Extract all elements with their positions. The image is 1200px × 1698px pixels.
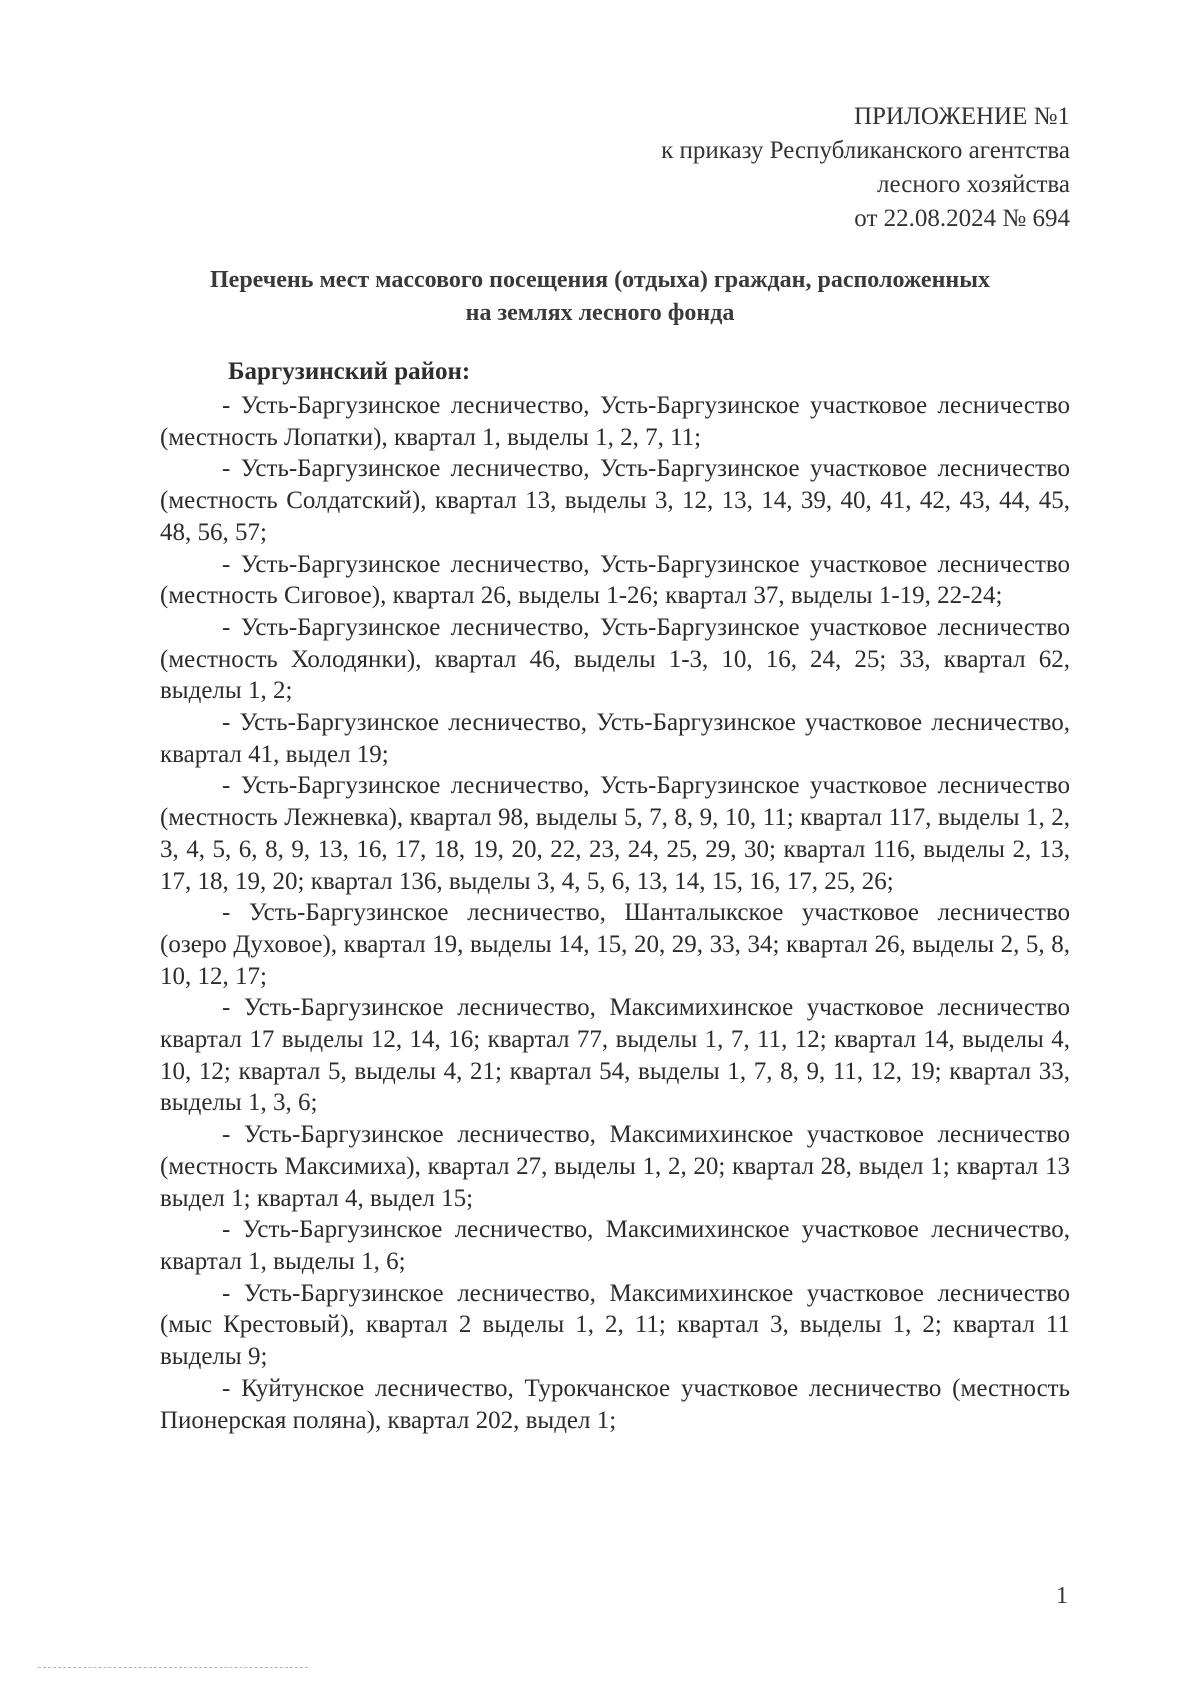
list-item: - Усть-Баргузинское лесничество, Усть-Баргузинское участковое лесничество (местность Лежневка), квартал 98, выделы 5, 7, 8, 9, 10, 11; квартал 117, выделы 1, 2, 3, 4, 5, 6, 8, 9, 13, 16, 17, 18, 19, 20, 22, 23, 24, 25, 29, 30; квартал 116, выделы 2, 13, 17, 18, 19, 20; квартал 136, выделы 3, 4, 5, 6, 13, 14, 15, 16, 17, 25, 26;: [160, 772, 1070, 895]
list-item: - Усть-Баргузинское лесничество, Усть-Баргузинское участковое лесничество (местность Лопатки), квартал 1, выделы 1, 2, 7, 11;: [160, 392, 1070, 451]
order-reference-line: к приказу Республиканского агентства: [661, 137, 1070, 164]
page-number: 1: [1056, 1583, 1068, 1609]
list-item: - Усть-Баргузинское лесничество, Усть-Баргузинское участковое лесничество (местность Солдатский), квартал 13, выделы 3, 12, 13, 14, 39, 40, 41, 42, 43, 44, 45, 48, 56, 57;: [160, 455, 1070, 546]
list-item: - Усть-Баргузинское лесничество, Усть-Баргузинское участковое лесничество (местность Холодянки), квартал 46, выделы 1-3, 10, 16, 24, 25; 33, квартал 62, выделы 1, 2;: [160, 613, 1070, 705]
scan-artifact-line: [38, 1667, 308, 1668]
list-item: - Усть-Баргузинское лесничество, Максимихинское участковое лесничество (мыс Крестовый), квартал 2 выделы 1, 2, 11; квартал 3, выделы 1, 2; квартал 11 выделы 9;: [160, 1279, 1070, 1371]
location-list: [160, 390, 1070, 1436]
list-item: - Усть-Баргузинское лесничество, Шанталыкское участковое лесничество (озеро Духовое), квартал 19, выделы 14, 15, 20, 29, 33, 34; квартал 26, выделы 2, 5, 8, 10, 12, 17;: [160, 899, 1070, 990]
list-item: - Усть-Баргузинское лесничество, Максимихинское участковое лесничество квартал 17 выделы 12, 14, 16; квартал 77, выделы 1, 7, 11, 12; квартал 14, выделы 4, 10, 12; квартал 5, выделы 4, 21; квартал 54, выделы 1, 7, 8, 9, 11, 12, 19; квартал 33, выделы 1, 3, 6;: [160, 994, 1070, 1117]
list-item: - Усть-Баргузинское лесничество, Максимихинское участковое лесничество (местность Максимиха), квартал 27, выделы 1, 2, 20; квартал 28, выдел 1; квартал 13 выдел 1; квартал 4, выдел 15;: [160, 1121, 1070, 1212]
title-line-2: на землях лесного фонда: [465, 300, 735, 326]
document-title: [150, 264, 1050, 330]
list-item: - Усть-Баргузинское лесничество, Усть-Баргузинское участковое лесничество (местность Сиговое), квартал 26, выделы 1-26; квартал 37, выделы 1-19, 22-24;: [160, 550, 1070, 610]
list-item: - Усть-Баргузинское лесничество, Максимихинское участковое лесничество, квартал 1, выделы 1, 6;: [160, 1216, 1070, 1275]
title-line-1: Перечень мест массового посещения (отдыха) граждан, расположенных: [210, 267, 990, 293]
order-date-number: от 22.08.2024 № 694: [854, 205, 1070, 232]
list-item: - Куйтунское лесничество, Турокчанское участковое лесничество (местность Пионерская поляна), квартал 202, выдел 1;: [160, 1374, 1070, 1434]
agency-name-line: лесного хозяйства: [877, 171, 1070, 198]
appendix-number: ПРИЛОЖЕНИЕ №1: [853, 103, 1070, 130]
list-item: - Усть-Баргузинское лесничество, Усть-Баргузинское участковое лесничество, квартал 41, выдел 19;: [160, 709, 1070, 768]
region-heading: Баргузинский район:: [228, 358, 471, 385]
appendix-header: [661, 100, 1070, 236]
